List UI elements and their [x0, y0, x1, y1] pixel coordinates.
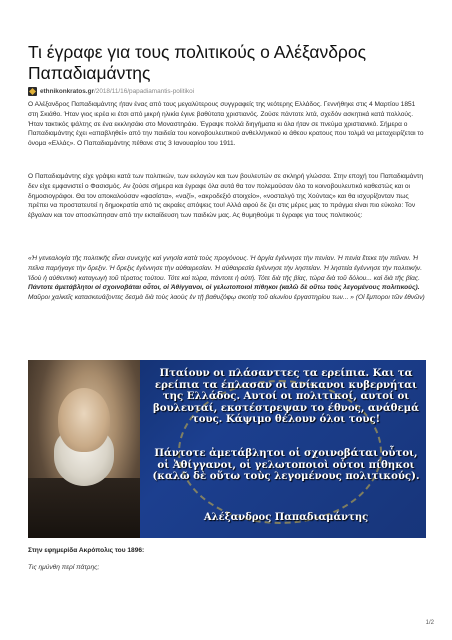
- author-portrait: [28, 360, 140, 538]
- site-logo-icon: [28, 87, 37, 96]
- image-caption: Στην εφημερίδα Ακρόπολις του 1896:: [28, 547, 145, 554]
- subheading: Τις ημύνθη περί πάτρης;: [28, 564, 100, 571]
- banner-quote-top: Πταίουν οι πλάσανττες τα ερείπια. Και τα ερείπια τα έπλασαν οι ανίκανοι κυβερνήται της Ελλάδος. Αυτοί οι πολιτικοί, αυτοί οι βουλευταί, εκστέστρεψαν το έθνος, ανάθεμά τους. Κάψιμο θέλουν όλοι τους!: [153, 367, 419, 426]
- page-title: Τι έγραφε για τους πολιτικούς ο Αλέξανδρος Παπαδιαμάντης: [28, 42, 367, 83]
- source-line: [28, 85, 194, 97]
- paragraph-intro: Ο Αλέξανδρος Παπαδιαμάντης ήταν ένας από τους μεγαλύτερους συγγραφείς της νεότερης Ελλάδος. Γεννήθηκε στις 4 Μαρτίου 1851 στη Σκιάθο. Ήταν γιος ιερέα κι έτσι από μικρή ηλικία έγινε βαθύτατα χριστιανός. Ζούσε πάντοτε λιτά, σχεδόν ασκητικά κατά πολλούς. Ήταν τακτικός ψάλτης σε ένα εκκλησάκι στο Μοναστηράκι. Έγραψε πολλά διηγήματα κι όλα ήταν σε πνεύμα χριστιανικό. Σήμερα ο Παπαδιαμάντης έχει «απαβληθεί» από την παιδεία του κοινοβουλευτικού ανθελληνικού κι άθεου κρατους που τολμά να μεταχειρίζεται το όνομα «Ελλάς». Ο Παπαδιαμάντης πέθανε στις 3 Ιανουαρίου του 1911.: [28, 101, 424, 148]
- banner-quote-bottom: Πάντοτε ἀμετάβλητοι οἱ σχοινοβάται οὗτοι, οἱ Ἀθίγγανοι, οἱ γελωτοποιοὶ οὗτοι πίθηκοι (καλῶ δὲ οὕτω τοὺς λεγομένους πολιτικούς).: [152, 447, 420, 483]
- quote-part-2: Μαῦροι χαλκεῖς κατασκευάζοντες δεσμὰ διὰ τοὺς λαοὺς ἐν τῇ βαθυζόφῳ σκοτίᾳ τοῦ αἰωνίου ἐργαστηρίου των... » (Οἱ ἔμποροι τῶν ἐθνῶν): [28, 294, 425, 302]
- source-path[interactable]: /2018/11/16/papadiamantis-politikoi: [93, 87, 195, 95]
- quote-image-banner: [28, 360, 426, 538]
- paragraph-politics: Ο Παπαδιαμάντης είχε γράψει κατά των πολιτικών, των εκλογών και των βουλευτών σε σκληρή γλώσσα. Στην εποχή του Παπαδιαμάντη δεν είχε εμφανιστεί ο Φασισμός. Αν ζούσε σήμερα και έγραφε όλα αυτά θα τον πολεμούσαν όλο το κοινοβουλευτικό καθεστώς και οι δημοσιογράφοι. Θα τον αποκαλούσαν «φασίστα», «ναζί», «ακροδεξιό στοιχείο», «νοσταλγό της Χούντας» και θα ισχυρίζονταν πως πρέπει να προστατευτεί η δημοκρατία από τις ακραίες απόψεις του! Αλλά αφού δε ζει στις μέρες μας το πράγμα είναι πιο εύκολο: Τον έβγαλαν και τον αποσιώπησαν από την εκπαίδευση των παιδιών μας. Ας θυμηθούμε τι έγραφε για τους πολιτικούς:: [28, 173, 424, 220]
- banner-author: Αλέξανδρος Παπαδιαμάντης: [203, 512, 369, 523]
- source-site[interactable]: ethnikonkratos.gr: [40, 87, 94, 95]
- quote-bold: Πάντοτε ἀμετάβλητοι οἱ σχοινοβάται οὗτοι, οἱ Ἀθίγγανοι, οἱ γελωτοποιοὶ πίθηκοι (καλῶ δὲ οὕτω τοὺς λεγομένους πολιτικούς).: [28, 284, 420, 292]
- quote-block: [28, 254, 426, 303]
- quote-part-1: «Ἡ γενεαλογία τῆς πολιτικῆς εἶναι συνεχὴς καὶ γνησία κατὰ τοὺς προγόνους. Ἡ ἀργία ἐγέννησε τὴν πενίαν. Ἡ πενία ἔτεκε τὴν πεῖναν. Ἡ πεῖνα παρήγαγε τὴν ὄρεξιν. Ἡ ὄρεξις ἐγέννησε τὴν αὐθαιρεσίαν. Ἡ αὐθαιρεσία ἐγέννησε τὴν ληστείαν. Ἡ ληστεία ἐγέννησε τὴν πολιτικήν. Ἰδοὺ ἡ αὐθεντικὴ καταγωγὴ τοῦ τέρατος τούτου. Τότε καὶ τώρα, πάντοτε ἡ αὐτή. Τότε διὰ τῆς βίας, τώρα διὰ τοῦ δόλου... καὶ διὰ τῆς βίας.: [28, 255, 423, 282]
- page-number: 1/2: [425, 620, 434, 626]
